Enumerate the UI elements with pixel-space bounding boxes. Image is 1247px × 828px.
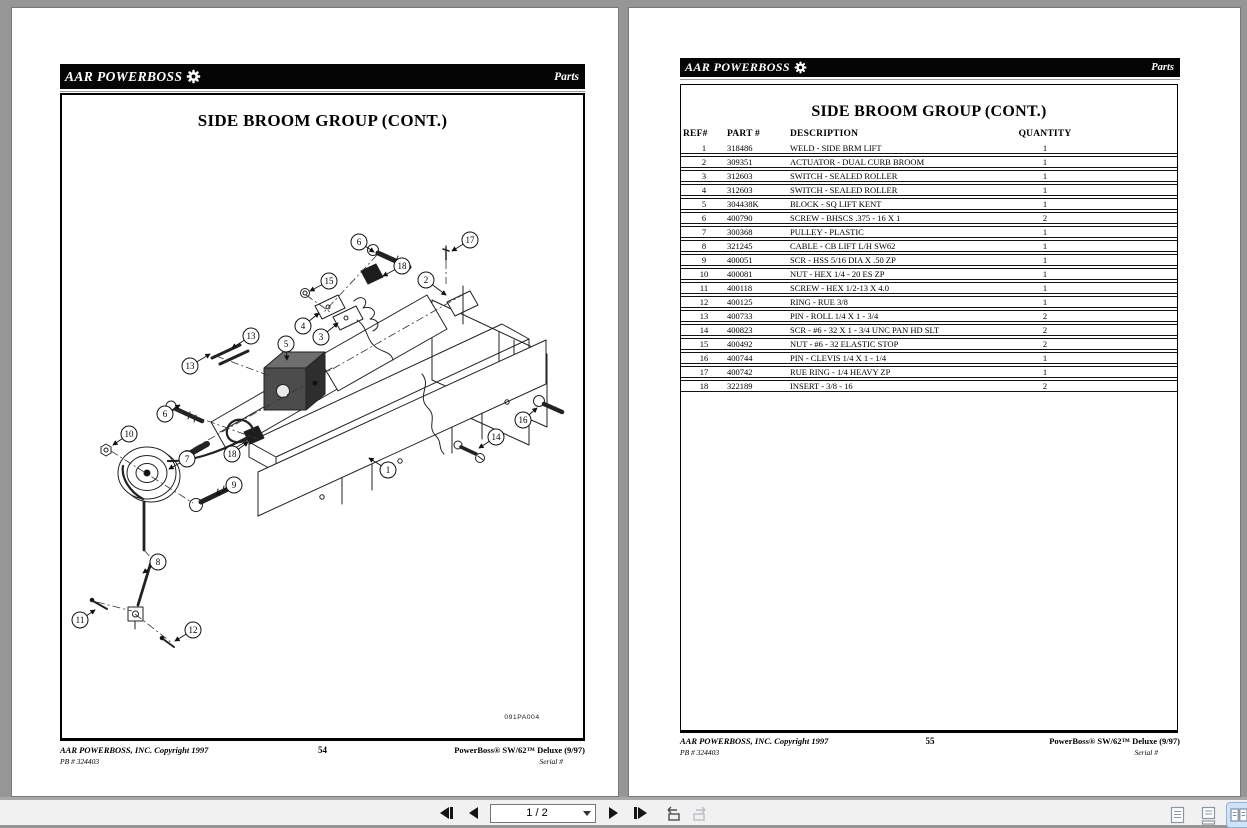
page-indicator-value: 1 / 2 — [526, 807, 548, 819]
brand-text: AAR POWERBOSS — [65, 68, 183, 84]
previous-page-button[interactable] — [463, 803, 483, 823]
page-55 — [629, 8, 1240, 796]
table-row: 6 400790 SCREW - BHSCS .375 - 16 X 1 2 — [681, 212, 1177, 224]
next-page-button[interactable] — [603, 803, 623, 823]
diagram-code: 091PA004 — [504, 714, 540, 721]
table-row: 15 400492 NUT - #6 - 32 ELASTIC STOP 2 — [681, 338, 1177, 350]
svg-text:11: 11 — [75, 615, 85, 625]
svg-text:17: 17 — [465, 235, 475, 245]
svg-text:18: 18 — [397, 261, 407, 271]
exploded-parts-diagram — [62, 95, 583, 738]
facing-pages-icon — [1230, 805, 1247, 825]
footer-model: PowerBoss® SW/62™ Deluxe (9/97) — [454, 745, 585, 755]
svg-text:10: 10 — [124, 429, 134, 439]
table-row: 4 312603 SWITCH - SEALED ROLLER 1 — [681, 184, 1177, 196]
footer-serial: Serial # — [1134, 748, 1158, 757]
svg-text:8: 8 — [155, 557, 161, 567]
page-header-bar — [60, 64, 585, 89]
table-row: 13 400733 PIN - ROLL 1/4 X 1 - 3/4 2 — [681, 310, 1177, 322]
section-label: Parts — [1151, 62, 1174, 73]
table-row: 3 312603 SWITCH - SEALED ROLLER 1 — [681, 170, 1177, 182]
single-page-layout-button[interactable] — [1165, 803, 1189, 827]
callout-3 — [313, 323, 338, 345]
callout-11 — [72, 610, 95, 628]
parts-table — [681, 127, 1177, 392]
footer-copyright: AAR POWERBOSS, INC. Copyright 1997 — [60, 745, 209, 755]
first-page-icon — [440, 807, 449, 819]
svg-text:2: 2 — [423, 275, 429, 285]
last-page-button[interactable] — [630, 803, 650, 823]
page-layout-controls — [1165, 803, 1247, 827]
next-view-icon — [691, 805, 708, 821]
svg-text:14: 14 — [491, 432, 501, 442]
page-header-bar — [680, 58, 1180, 77]
callout-8 — [143, 554, 166, 573]
callout-6 — [351, 234, 374, 252]
page-title: SIDE BROOM GROUP (CONT.) — [197, 111, 448, 130]
previous-view-icon — [665, 805, 682, 821]
callout-2 — [418, 272, 446, 295]
next-page-icon — [609, 807, 618, 819]
table-row: 18 322189 INSERT - 3/8 - 16 2 — [681, 380, 1177, 392]
table-row: 17 400742 RUE RING - 1/4 HEAVY ZP 1 — [681, 366, 1177, 378]
col-header-desc: DESCRIPTION — [790, 129, 859, 139]
callout-16 — [515, 408, 537, 428]
parts-table-header — [681, 127, 1177, 143]
svg-text:6: 6 — [162, 409, 168, 419]
svg-text:7: 7 — [184, 454, 190, 464]
table-row: 8 321245 CABLE - CB LIFT L/H SW62 1 — [681, 240, 1177, 252]
callout-1 — [369, 458, 396, 478]
page-navigation — [436, 802, 709, 824]
svg-text:1: 1 — [385, 465, 391, 475]
callout-10 — [113, 426, 137, 445]
brand-logo — [60, 69, 201, 85]
brand-logo — [680, 60, 807, 75]
page-number: 54 — [318, 745, 327, 755]
table-row: 16 400744 PIN - CLEVIS 1/4 X 1 - 1/4 1 — [681, 352, 1177, 364]
table-row: 12 400125 RING - RUE 3/8 1 — [681, 296, 1177, 308]
viewer-toolbar — [0, 797, 1247, 825]
svg-text:3: 3 — [318, 332, 324, 342]
gear-icon — [186, 69, 201, 84]
svg-text:12: 12 — [188, 625, 198, 635]
col-header-qty: QUANTITY — [1018, 129, 1072, 139]
page-number: 55 — [925, 736, 935, 746]
facing-pages-layout-button[interactable] — [1227, 803, 1247, 827]
page-indicator-combobox[interactable] — [490, 804, 596, 823]
svg-text:18: 18 — [227, 449, 237, 459]
col-header-ref: REF# — [683, 129, 708, 139]
svg-text:16: 16 — [518, 415, 528, 425]
first-page-button[interactable] — [436, 803, 456, 823]
col-header-part: PART # — [727, 129, 760, 139]
table-row: 7 300368 PULLEY - PLASTIC 1 — [681, 226, 1177, 238]
table-box — [680, 84, 1178, 733]
continuous-layout-icon — [1200, 805, 1217, 825]
svg-text:6: 6 — [356, 237, 362, 247]
page-54 — [12, 8, 618, 796]
callout-13 — [232, 328, 259, 348]
footer-pb-number: PB # 324403 — [60, 757, 100, 766]
svg-text:9: 9 — [231, 480, 237, 490]
svg-text:5: 5 — [283, 339, 289, 349]
page-title: SIDE BROOM GROUP (CONT.) — [811, 103, 1047, 120]
svg-text:4: 4 — [300, 321, 306, 331]
svg-text:15: 15 — [324, 276, 334, 286]
gear-icon — [794, 61, 807, 74]
svg-text:13: 13 — [246, 331, 256, 341]
table-row: 1 318486 WELD - SIDE BRM LIFT 1 — [681, 143, 1177, 154]
previous-view-button[interactable] — [663, 803, 683, 823]
table-row: 9 400051 SCR - HSS 5/16 DIA X .50 ZP 1 — [681, 254, 1177, 266]
diagram-line-art — [90, 245, 562, 648]
next-view-button[interactable] — [689, 803, 709, 823]
page-footer — [680, 736, 1180, 757]
continuous-layout-button[interactable] — [1196, 803, 1220, 827]
table-row: 11 400118 SCREW - HEX 1/2-13 X 4.0 1 — [681, 282, 1177, 294]
footer-serial: Serial # — [539, 757, 563, 766]
footer-pb-number: PB # 324403 — [680, 748, 720, 757]
brand-text: AAR POWERBOSS — [685, 60, 790, 74]
diagram-box — [60, 93, 585, 741]
callout-17 — [452, 232, 478, 251]
table-row: 14 400823 SCR - #6 - 32 X 1 - 3/4 UNC PAN HD SLT 2 — [681, 324, 1177, 336]
callout-12 — [175, 622, 201, 641]
callout-6 — [157, 405, 180, 422]
callout-14 — [479, 429, 504, 448]
parts-table-body — [681, 143, 1177, 392]
last-page-icon — [638, 807, 647, 819]
table-row: 10 400081 NUT - HEX 1/4 - 20 ES ZP 1 — [681, 268, 1177, 280]
dropdown-caret-icon — [583, 811, 591, 816]
callout-15 — [310, 273, 337, 291]
callout-13 — [182, 354, 210, 374]
footer-model: PowerBoss® SW/62™ Deluxe (9/97) — [1049, 736, 1180, 746]
page-footer — [60, 745, 585, 766]
previous-page-icon — [469, 807, 478, 819]
footer-copyright: AAR POWERBOSS, INC. Copyright 1997 — [680, 736, 829, 746]
table-row: 5 304438K BLOCK - SQ LIFT KENT 1 — [681, 198, 1177, 210]
callout-18 — [383, 258, 410, 276]
svg-text:13: 13 — [185, 361, 195, 371]
section-label: Parts — [554, 70, 579, 83]
table-row: 2 309351 ACTUATOR - DUAL CURB BROOM 1 — [681, 156, 1177, 168]
single-page-icon — [1169, 805, 1186, 825]
